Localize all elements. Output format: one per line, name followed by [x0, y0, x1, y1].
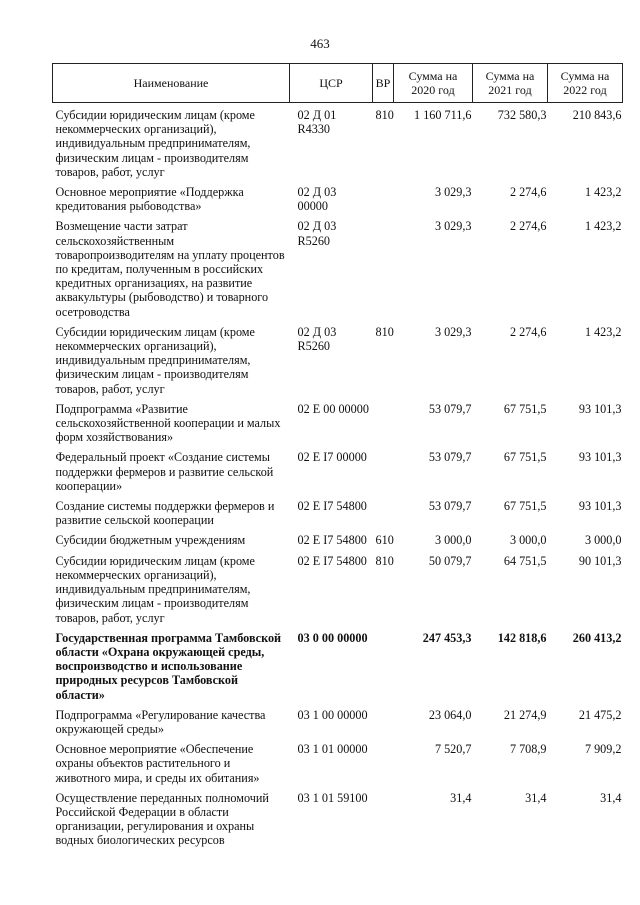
row-name: Возмещение части затрат сельскохозяйственным товаропроизводителям на уплату процентов по кредитам, полученным в российских кредитных организациях, на развитие аквакультуры (рыбоводство) и товарного осетроводства: [55, 219, 285, 319]
row-name: Федеральный проект «Создание системы поддержки фермеров и развитие сельской кооперации»: [55, 450, 274, 493]
row-name: Субсидии юридическим лицам (кроме некоммерческих организаций), индивидуальным предпринимателям, физическим лицам - производителям товаров, работ, услуг: [55, 108, 255, 179]
row-vr: 810: [375, 108, 394, 122]
row-sum-2020: 50 079,7: [428, 553, 472, 568]
row-csr: 02 Е I7 54800: [297, 553, 367, 568]
row-csr: 02 Е I7 00000: [297, 450, 367, 465]
row-vr: [373, 706, 394, 740]
row-csr: 02 Д 01 R4330: [297, 108, 337, 137]
table-row: [53, 103, 623, 184]
row-vr: [373, 400, 394, 449]
row-sum-2020: 3 000,0: [434, 533, 472, 548]
row-sum-2022: 93 101,3: [578, 401, 622, 416]
row-vr: [373, 448, 394, 497]
header-sum-2022: Сумма на 2022 год: [548, 64, 623, 103]
header-vr: ВР: [373, 64, 394, 103]
table-row: [53, 217, 623, 322]
row-vr: 810: [375, 324, 394, 339]
row-vr: [373, 183, 394, 217]
row-name: Подпрограмма «Развитие сельскохозяйственной кооперации и малых форм хозяйствования»: [55, 401, 281, 445]
row-sum-2021: 7 708,9: [509, 742, 547, 757]
row-sum-2020: 3 029,3: [434, 185, 472, 200]
row-name: Субсидии бюджетным учреждениям: [55, 533, 246, 548]
row-sum-2022: 31,4: [600, 790, 622, 805]
header-sum-2020: Сумма на 2020 год: [394, 64, 473, 103]
row-sum-2021: 2 274,6: [509, 185, 547, 200]
table-header-row: [53, 64, 623, 103]
row-sum-2021: 732 580,3: [497, 108, 547, 122]
row-csr: 02 Д 03 R5260: [297, 324, 337, 354]
table-row: [53, 789, 623, 852]
row-sum-2020: 31,4: [450, 790, 472, 805]
row-sum-2021: 31,4: [525, 790, 547, 805]
row-csr: 02 Е 00 00000: [297, 401, 369, 416]
row-name: Государственная программа Тамбовской области «Охрана окружающей среды, воспроизводство и использование природных ресурсов Тамбовской области»: [55, 630, 282, 702]
row-sum-2022: 93 101,3: [578, 450, 622, 465]
row-sum-2022: 7 909,2: [584, 742, 622, 757]
row-name: Основное мероприятие «Поддержка кредитования рыбоводства»: [55, 185, 244, 214]
row-sum-2021: 67 751,5: [503, 401, 547, 416]
row-sum-2020: 53 079,7: [428, 401, 472, 416]
row-csr: 03 1 00 00000: [297, 707, 368, 722]
row-sum-2020: 23 064,0: [428, 707, 472, 722]
row-sum-2022: 1 423,2: [584, 324, 622, 339]
row-csr: 02 Д 03 R5260: [297, 219, 337, 248]
row-sum-2022: 260 413,2: [572, 630, 622, 645]
table-row: [53, 448, 623, 497]
row-sum-2022: 1 423,2: [584, 185, 622, 200]
row-sum-2020: 3 029,3: [434, 219, 472, 234]
row-vr: [373, 217, 394, 322]
row-csr: 03 1 01 00000: [297, 742, 368, 757]
row-sum-2022: 93 101,3: [578, 499, 622, 514]
row-sum-2020: 53 079,7: [428, 450, 472, 465]
row-sum-2020: 247 453,3: [422, 630, 472, 645]
budget-table: [52, 63, 623, 852]
row-csr: 02 Е I7 54800: [297, 499, 367, 514]
table-row: [53, 183, 623, 217]
row-sum-2022: 1 423,2: [584, 219, 622, 234]
row-vr: [373, 629, 394, 706]
row-csr: 02 Е I7 54800: [297, 533, 367, 548]
row-csr: 03 0 00 00000: [297, 630, 368, 645]
row-vr: 810: [375, 553, 394, 568]
row-sum-2021: 64 751,5: [503, 553, 547, 568]
row-sum-2022: 210 843,6: [572, 108, 622, 122]
row-sum-2022: 21 475,2: [578, 707, 622, 722]
row-vr: [373, 497, 394, 531]
table-row: [53, 740, 623, 789]
row-csr: 03 1 01 59100: [297, 790, 368, 805]
row-sum-2021: 142 818,6: [497, 630, 547, 645]
row-name: Осуществление переданных полномочий Российской Федерации в области организации, регулирования и охраны водных биологических ресурсов: [55, 790, 269, 848]
row-sum-2021: 21 274,9: [503, 707, 547, 722]
row-name: Создание системы поддержки фермеров и развитие сельской кооперации: [55, 499, 275, 528]
header-sum-2021: Сумма на 2021 год: [473, 64, 548, 103]
row-sum-2022: 90 101,3: [578, 553, 622, 568]
table-row: [53, 706, 623, 740]
row-sum-2021: 3 000,0: [509, 533, 547, 548]
table-row: [53, 531, 623, 551]
row-sum-2021: 2 274,6: [509, 324, 547, 339]
row-sum-2020: 3 029,3: [434, 324, 472, 339]
header-name: Наименование: [53, 64, 290, 103]
row-csr: 02 Д 03 00000: [297, 185, 337, 214]
page-number: 463: [310, 36, 330, 51]
row-vr: 610: [375, 533, 394, 548]
table-row: [53, 323, 623, 400]
table-row: [53, 400, 623, 449]
row-name: Субсидии юридическим лицам (кроме некоммерческих организаций), индивидуальным предпринимателям, физическим лицам - производителям товаров, работ, услуг: [55, 324, 255, 396]
row-name: Подпрограмма «Регулирование качества окружающей среды»: [55, 707, 266, 736]
header-csr: ЦСР: [290, 64, 373, 103]
row-name: Субсидии юридическим лицам (кроме некоммерческих организаций), индивидуальным предпринимателям, физическим лицам - производителям товаров, работ, услуг: [55, 553, 255, 625]
table-row-program: [53, 629, 623, 706]
row-vr: [373, 789, 394, 852]
row-vr: [373, 740, 394, 789]
row-sum-2021: 67 751,5: [503, 450, 547, 465]
row-sum-2022: 3 000,0: [584, 533, 622, 548]
row-sum-2021: 2 274,6: [509, 219, 547, 234]
row-name: Основное мероприятие «Обеспечение охраны объектов растительного и животного мира, и среды их обитания»: [55, 742, 260, 785]
row-sum-2021: 67 751,5: [503, 499, 547, 514]
table-row: [53, 552, 623, 629]
row-sum-2020: 53 079,7: [428, 499, 472, 514]
row-sum-2020: 1 160 711,6: [414, 108, 472, 122]
table-row: [53, 497, 623, 531]
row-sum-2020: 7 520,7: [434, 742, 472, 757]
